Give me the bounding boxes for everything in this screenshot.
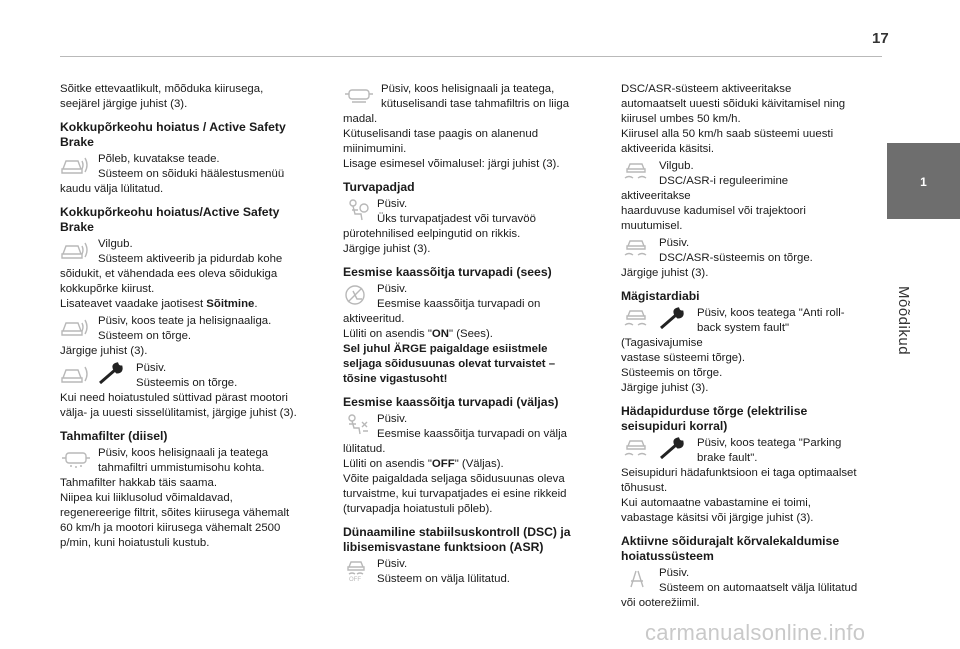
collision-warning-icon <box>60 315 92 339</box>
warning-row <box>621 306 859 351</box>
body-text: pürotehnilised eelpingutid on rikkis. <box>343 228 521 240</box>
chapter-label: Mõõdikud <box>895 286 912 356</box>
body-text: DSC/ASR-süsteem aktiveeritakse automaatselt uuesti sõiduki käivitamisel ning kiirusel umbes 50 km/h. <box>621 83 846 125</box>
header-rule <box>60 56 882 57</box>
body-text: Kiirusel alla 50 km/h saab süsteemi uuesti aktiveerida käsitsi. <box>621 128 834 155</box>
row-text: Süsteem on automaatselt välja lülitatud <box>659 582 858 594</box>
row-text: Eesmise kaassõitja turvapadi on välja <box>377 428 567 440</box>
row-text: DSC/ASR-süsteemis on tõrge. <box>659 252 813 264</box>
body-text: Järgige juhist (3). <box>60 345 148 357</box>
body-text: Järgige juhist (3). <box>343 243 431 255</box>
body-text: Kütuselisandi tase paagis on alanenud miinimumini. <box>343 128 539 155</box>
body-text: Kui automaatne vabastamine ei toimi, vabastage käsitsi või järgige juhist (3). <box>621 497 814 524</box>
section-title: Mägistardiabi <box>621 289 700 303</box>
row-text: Püsiv, koos teate ja helisignaaliga. <box>98 315 272 327</box>
row-text: Püsiv. <box>377 558 408 570</box>
warning-row <box>621 436 859 466</box>
page-number: 17 <box>872 30 889 47</box>
body-text: Võite paigaldada seljaga sõidusuunas oleva turvaistme, kui turvapatjades ei esine rikkeid (turvapadja hoiatustuli põleb). <box>343 473 567 515</box>
body-text: haarduvuse kadumisel või trajektoori muutumisel. <box>621 205 806 232</box>
section-title: Dünaamiline stabiilsuskontroll (DSC) ja libisemisvastane funktsioon (ASR) <box>343 525 571 554</box>
section-title: Eesmise kaassõitja turvapadi (väljas) <box>343 395 559 409</box>
warning-row <box>60 237 298 267</box>
body-text: madal. <box>343 113 378 125</box>
body-text: Tahmafilter hakkab täis saama. <box>60 477 218 489</box>
row-text: DSC/ASR-i reguleerimine aktiveeritakse <box>621 175 789 202</box>
warning-row <box>621 566 859 596</box>
row-text: Süsteem on sõiduki häälestusmenüü <box>98 168 285 180</box>
row-text: Süsteemis on tõrge. <box>136 377 238 389</box>
section-title: Turvapadjad <box>343 180 415 194</box>
section-title: Hädapidurduse tõrge (elektrilise seisupiduri korral) <box>621 404 808 433</box>
row-text: Püsiv. <box>659 237 690 249</box>
warning-row <box>60 446 298 476</box>
row-text: Püsiv, koos teatega "Parking brake fault". <box>697 437 842 464</box>
collision-warning-icon <box>60 238 92 262</box>
row-text: Süsteem on välja lülitatud. <box>377 573 510 585</box>
lane-departure-icon <box>621 567 653 591</box>
row-text: Püsiv. <box>136 362 167 374</box>
warning-row <box>60 314 298 344</box>
row-text: Üks turvapatjadest või turvavöö <box>377 213 536 225</box>
column-1 <box>60 82 298 551</box>
warning-row <box>343 557 581 587</box>
safety-warning: Sel juhul ÄRGE paigaldage esiistmele seljaga sõidusuunas olevat turvaistet – tõsine vigastusoht! <box>343 343 556 385</box>
section-title: Kokkupõrkeohu hoiatus / Active Safety Brake <box>60 120 286 149</box>
row-text: Põleb, kuvatakse teade. <box>98 153 220 165</box>
chapter-number: 1 <box>920 175 927 189</box>
body-text: Niipea kui liiklusolud võimaldavad, regenereerige filtrit, sõites kiirusega vähemalt 60 km/h ja mootori kiirusega vähemalt 2500 p/min, kuni hoiatustuli kustub. <box>60 492 290 549</box>
column-2 <box>343 82 581 587</box>
body-text: Lüliti on asendis "ON" (Sees). <box>343 328 493 340</box>
row-text: Püsiv. <box>659 567 690 579</box>
watermark: carmanualsonline.info <box>645 620 866 645</box>
warning-row <box>60 152 298 182</box>
body-text: Seisupiduri hädafunktsioon ei taga optimaalset tõhusust. <box>621 467 857 494</box>
body-text: vastase süsteemi tõrge). <box>621 352 746 364</box>
row-text: Süsteem on tõrge. <box>98 330 192 342</box>
body-text: Kui need hoiatustuled süttivad pärast mootori välja- ja uuesti sisselülitamist, järgige juhist (3). <box>60 392 297 419</box>
row-text: Püsiv. <box>377 283 408 295</box>
body-text: kaudu välja lülitatud. <box>60 183 164 195</box>
warning-row <box>621 236 859 266</box>
dsc-icon <box>621 237 653 261</box>
passenger-airbag-on-icon <box>343 283 371 307</box>
row-text: Püsiv, koos teatega "Anti roll-back system fault" (Tagasivajumise <box>621 307 845 349</box>
row-text: Süsteem aktiveerib ja pidurdab kohe <box>98 253 283 265</box>
collision-and-wrench-icons <box>60 362 130 386</box>
row-text: Püsiv, koos helisignaali ja teatega tahmafiltri ummistumisohu kohta. <box>98 447 269 474</box>
row-text: Eesmise kaassõitja turvapadi on <box>377 298 541 310</box>
body-text: Lisage esimesel võimalusel: järgi juhist (3). <box>343 158 560 170</box>
section-title: Aktiivne sõidurajalt kõrvalekaldumise hoiatussüsteem <box>621 534 840 563</box>
warning-row <box>343 282 581 312</box>
fuel-additive-icon <box>343 83 375 107</box>
warning-row <box>343 197 581 227</box>
body-text: Süsteemis on tõrge. <box>621 367 723 379</box>
row-text: Püsiv. <box>377 413 408 425</box>
dsc-and-wrench-icons <box>621 437 691 461</box>
collision-warning-icon <box>60 153 92 177</box>
column-3 <box>621 82 859 611</box>
body-text: lülitatud. <box>343 443 386 455</box>
svg-text:OFF: OFF <box>349 577 361 582</box>
warning-row <box>343 82 581 112</box>
body-text: aktiveeritud. <box>343 313 405 325</box>
chapter-tab[interactable] <box>887 143 960 219</box>
row-text: Vilgub. <box>98 238 133 250</box>
intro-text: Sõitke ettevaatlikult, mõõduka kiirusega, seejärel järgige juhist (3). <box>60 83 264 110</box>
section-title: Tahmafilter (diisel) <box>60 429 168 443</box>
row-text: Püsiv, koos helisignaali ja teatega, kütuselisandi tase tahmafiltris on liiga <box>381 83 570 110</box>
section-title: Eesmise kaassõitja turvapadi (sees) <box>343 265 552 279</box>
section-title: Kokkupõrkeohu hoiatus/Active Safety Brake <box>60 205 280 234</box>
body-text: sõidukit, et vähendada ees oleva sõidukiga kokkupõrke kiirust. <box>60 268 278 295</box>
dsc-and-wrench-icons <box>621 307 691 331</box>
body-text: Järgige juhist (3). <box>621 382 709 394</box>
warning-row <box>621 159 859 204</box>
particle-filter-icon <box>60 447 92 471</box>
passenger-airbag-off-icon <box>343 413 371 437</box>
body-text: Lisateavet vaadake jaotisest Sõitmine. <box>60 298 258 310</box>
warning-row <box>343 412 581 442</box>
dsc-icon <box>621 160 653 184</box>
body-text: Järgige juhist (3). <box>621 267 709 279</box>
dsc-off-icon <box>343 558 371 582</box>
warning-row <box>60 361 298 391</box>
airbag-icon <box>343 198 371 222</box>
body-text: või ooterežiimil. <box>621 597 700 609</box>
row-text: Vilgub. <box>659 160 694 172</box>
body-text: Lüliti on asendis "OFF" (Väljas). <box>343 458 504 470</box>
row-text: Püsiv. <box>377 198 408 210</box>
